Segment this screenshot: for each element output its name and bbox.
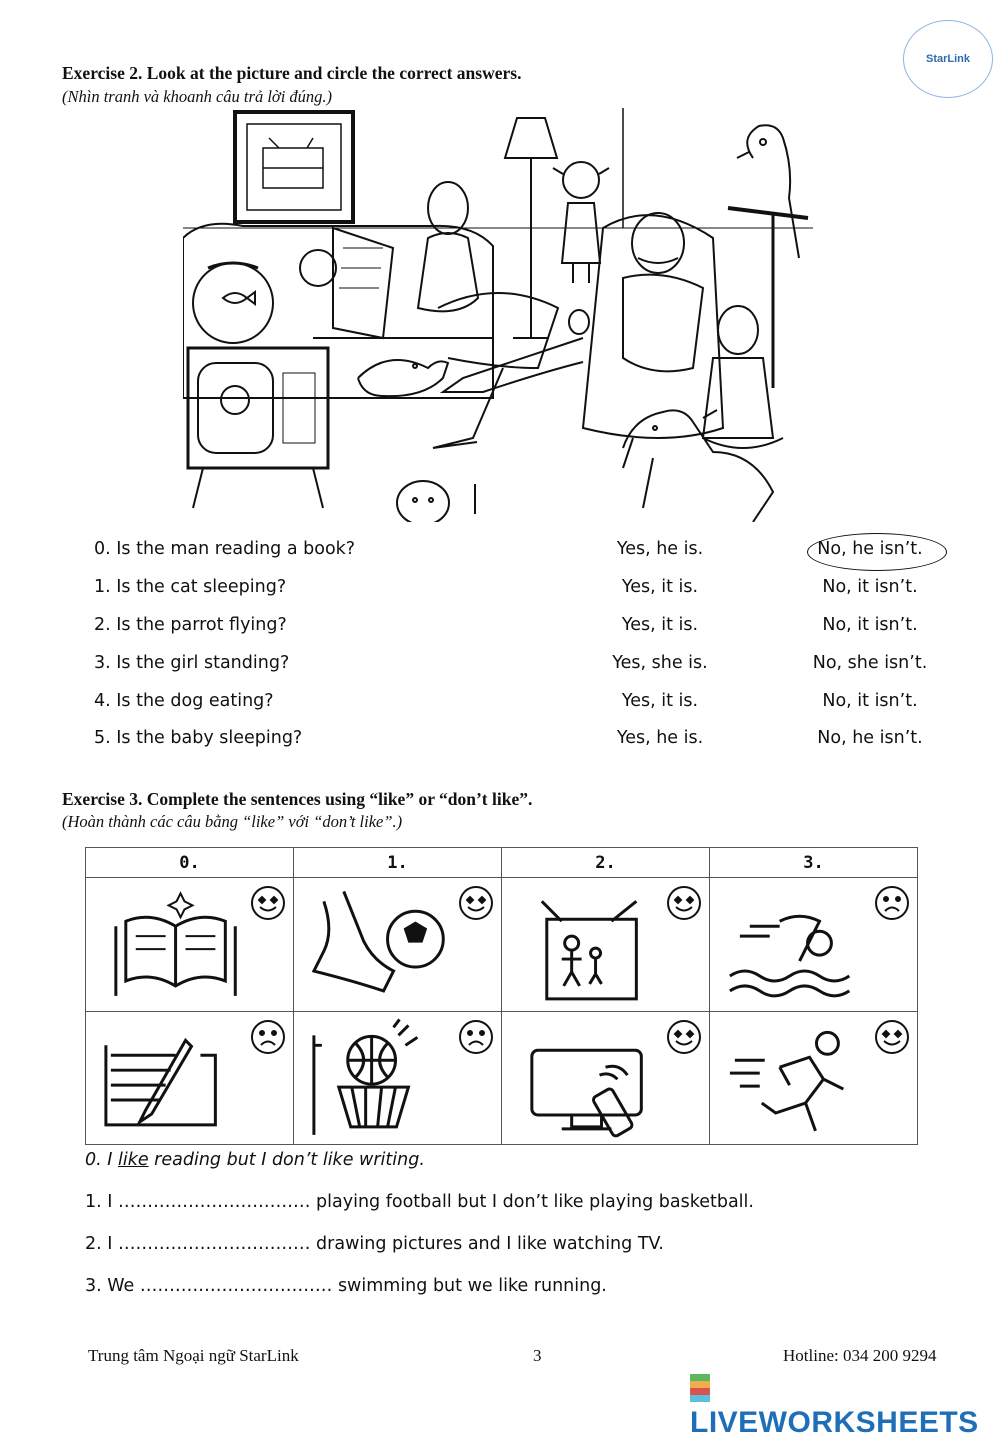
cat xyxy=(358,360,448,396)
sentence-prefix: 2. I xyxy=(85,1234,118,1254)
answer-no[interactable]: No, it isn’t. xyxy=(822,691,918,711)
sentence-prefix: 1. I xyxy=(85,1192,118,1212)
column-header: 0. xyxy=(86,848,294,878)
question-row xyxy=(0,615,1000,645)
girl-standing xyxy=(553,162,609,283)
sad-face-icon xyxy=(873,884,911,922)
sad-face-icon xyxy=(457,1018,495,1056)
sentence-3 xyxy=(85,1276,607,1296)
fishbowl xyxy=(193,263,273,343)
starlink-logo: StarLink xyxy=(903,20,993,98)
sentence-prefix: 3. We xyxy=(85,1276,140,1296)
example-answer-circle xyxy=(807,533,947,571)
answer-yes[interactable]: Yes, it is. xyxy=(621,577,699,597)
question-row xyxy=(0,577,1000,607)
liveworksheets-icon xyxy=(690,1374,710,1402)
grid-cell xyxy=(294,878,502,1011)
sentence-suffix: playing football but I don’t like playing basketball. xyxy=(310,1192,754,1212)
sentence-2 xyxy=(85,1234,664,1254)
question-row xyxy=(0,691,1000,721)
answer-yes[interactable]: Yes, it is. xyxy=(621,691,699,711)
sentence-1 xyxy=(85,1192,754,1212)
question-text: 3. Is the girl standing? xyxy=(94,653,290,673)
question-text: 5. Is the baby sleeping? xyxy=(94,728,303,748)
answer-yes[interactable]: Yes, he is. xyxy=(616,728,704,748)
exercise3-subtitle: (Hoàn thành các câu bằng “like” với “don’t like”.) xyxy=(62,812,403,831)
footer-center-name: Trung tâm Ngoại ngữ StarLink xyxy=(88,1346,299,1365)
love-face-icon xyxy=(873,1018,911,1056)
column-header: 1. xyxy=(294,848,502,878)
answer-no[interactable]: No, it isn’t. xyxy=(822,577,918,597)
answer-no[interactable]: No, she isn’t. xyxy=(812,653,928,673)
question-row xyxy=(0,653,1000,683)
grid-cell xyxy=(502,1011,710,1144)
woman-sitting xyxy=(418,182,558,368)
answer-yes[interactable]: Yes, he is. xyxy=(616,539,704,559)
example-answer: like xyxy=(117,1150,149,1170)
answer-yes[interactable]: Yes, it is. xyxy=(621,615,699,635)
love-face-icon xyxy=(665,884,703,922)
grid-cell xyxy=(294,1011,502,1144)
page-number: 3 xyxy=(533,1346,542,1365)
dog xyxy=(623,410,773,522)
sentence-suffix: reading but I don’t like writing. xyxy=(148,1150,425,1170)
boy-sitting xyxy=(703,306,783,448)
grid-cell xyxy=(710,878,918,1011)
question-text: 2. Is the parrot flying? xyxy=(94,615,287,635)
footer-hotline: Hotline: 034 200 9294 xyxy=(783,1346,937,1365)
grid-cell xyxy=(502,878,710,1011)
answer-no[interactable]: No, he isn’t. xyxy=(817,539,923,559)
exercise2-title: Exercise 2. Look at the picture and circle the correct answers. xyxy=(62,63,522,83)
example-sentence xyxy=(85,1150,425,1170)
exercise2-subtitle: (Nhìn tranh và khoanh câu trả lời đúng.) xyxy=(62,87,333,106)
question-text: 1. Is the cat sleeping? xyxy=(94,577,287,597)
answer-yes[interactable]: Yes, she is. xyxy=(612,653,708,673)
child-with-newspaper xyxy=(300,228,393,338)
living-room-illustration xyxy=(183,108,813,522)
question-row xyxy=(0,728,1000,758)
sentence-prefix: 0. I xyxy=(85,1150,118,1170)
question-text: 4. Is the dog eating? xyxy=(94,691,274,711)
love-face-icon xyxy=(665,1018,703,1056)
baby xyxy=(397,481,475,522)
grid-cell xyxy=(86,878,294,1011)
answer-no[interactable]: No, he isn’t. xyxy=(817,728,923,748)
exercise3-title: Exercise 3. Complete the sentences using “like” or “don’t like”. xyxy=(62,789,533,809)
framed-painting xyxy=(235,112,353,222)
answer-blank[interactable]: …………………………… xyxy=(117,1234,311,1254)
sentence-suffix: swimming but we like running. xyxy=(332,1276,607,1296)
man-in-armchair xyxy=(433,213,723,448)
sentence-suffix: drawing pictures and I like watching TV. xyxy=(310,1234,664,1254)
love-face-icon xyxy=(457,884,495,922)
love-face-icon xyxy=(249,884,287,922)
question-text: 0. Is the man reading a book? xyxy=(94,539,356,559)
column-header: 2. xyxy=(502,848,710,878)
answer-no[interactable]: No, it isn’t. xyxy=(822,615,918,635)
answer-blank[interactable]: …………………………… xyxy=(117,1192,311,1212)
parrot xyxy=(728,125,808,388)
grid-cell xyxy=(86,1011,294,1144)
answer-blank[interactable]: …………………………… xyxy=(139,1276,333,1296)
grid-cell xyxy=(710,1011,918,1144)
picture-grid xyxy=(85,847,918,1145)
old-television xyxy=(188,348,328,508)
column-header: 3. xyxy=(710,848,918,878)
sad-face-icon xyxy=(249,1018,287,1056)
liveworksheets-logo[interactable]: LIVEWORKSHEETS xyxy=(690,1372,1000,1440)
